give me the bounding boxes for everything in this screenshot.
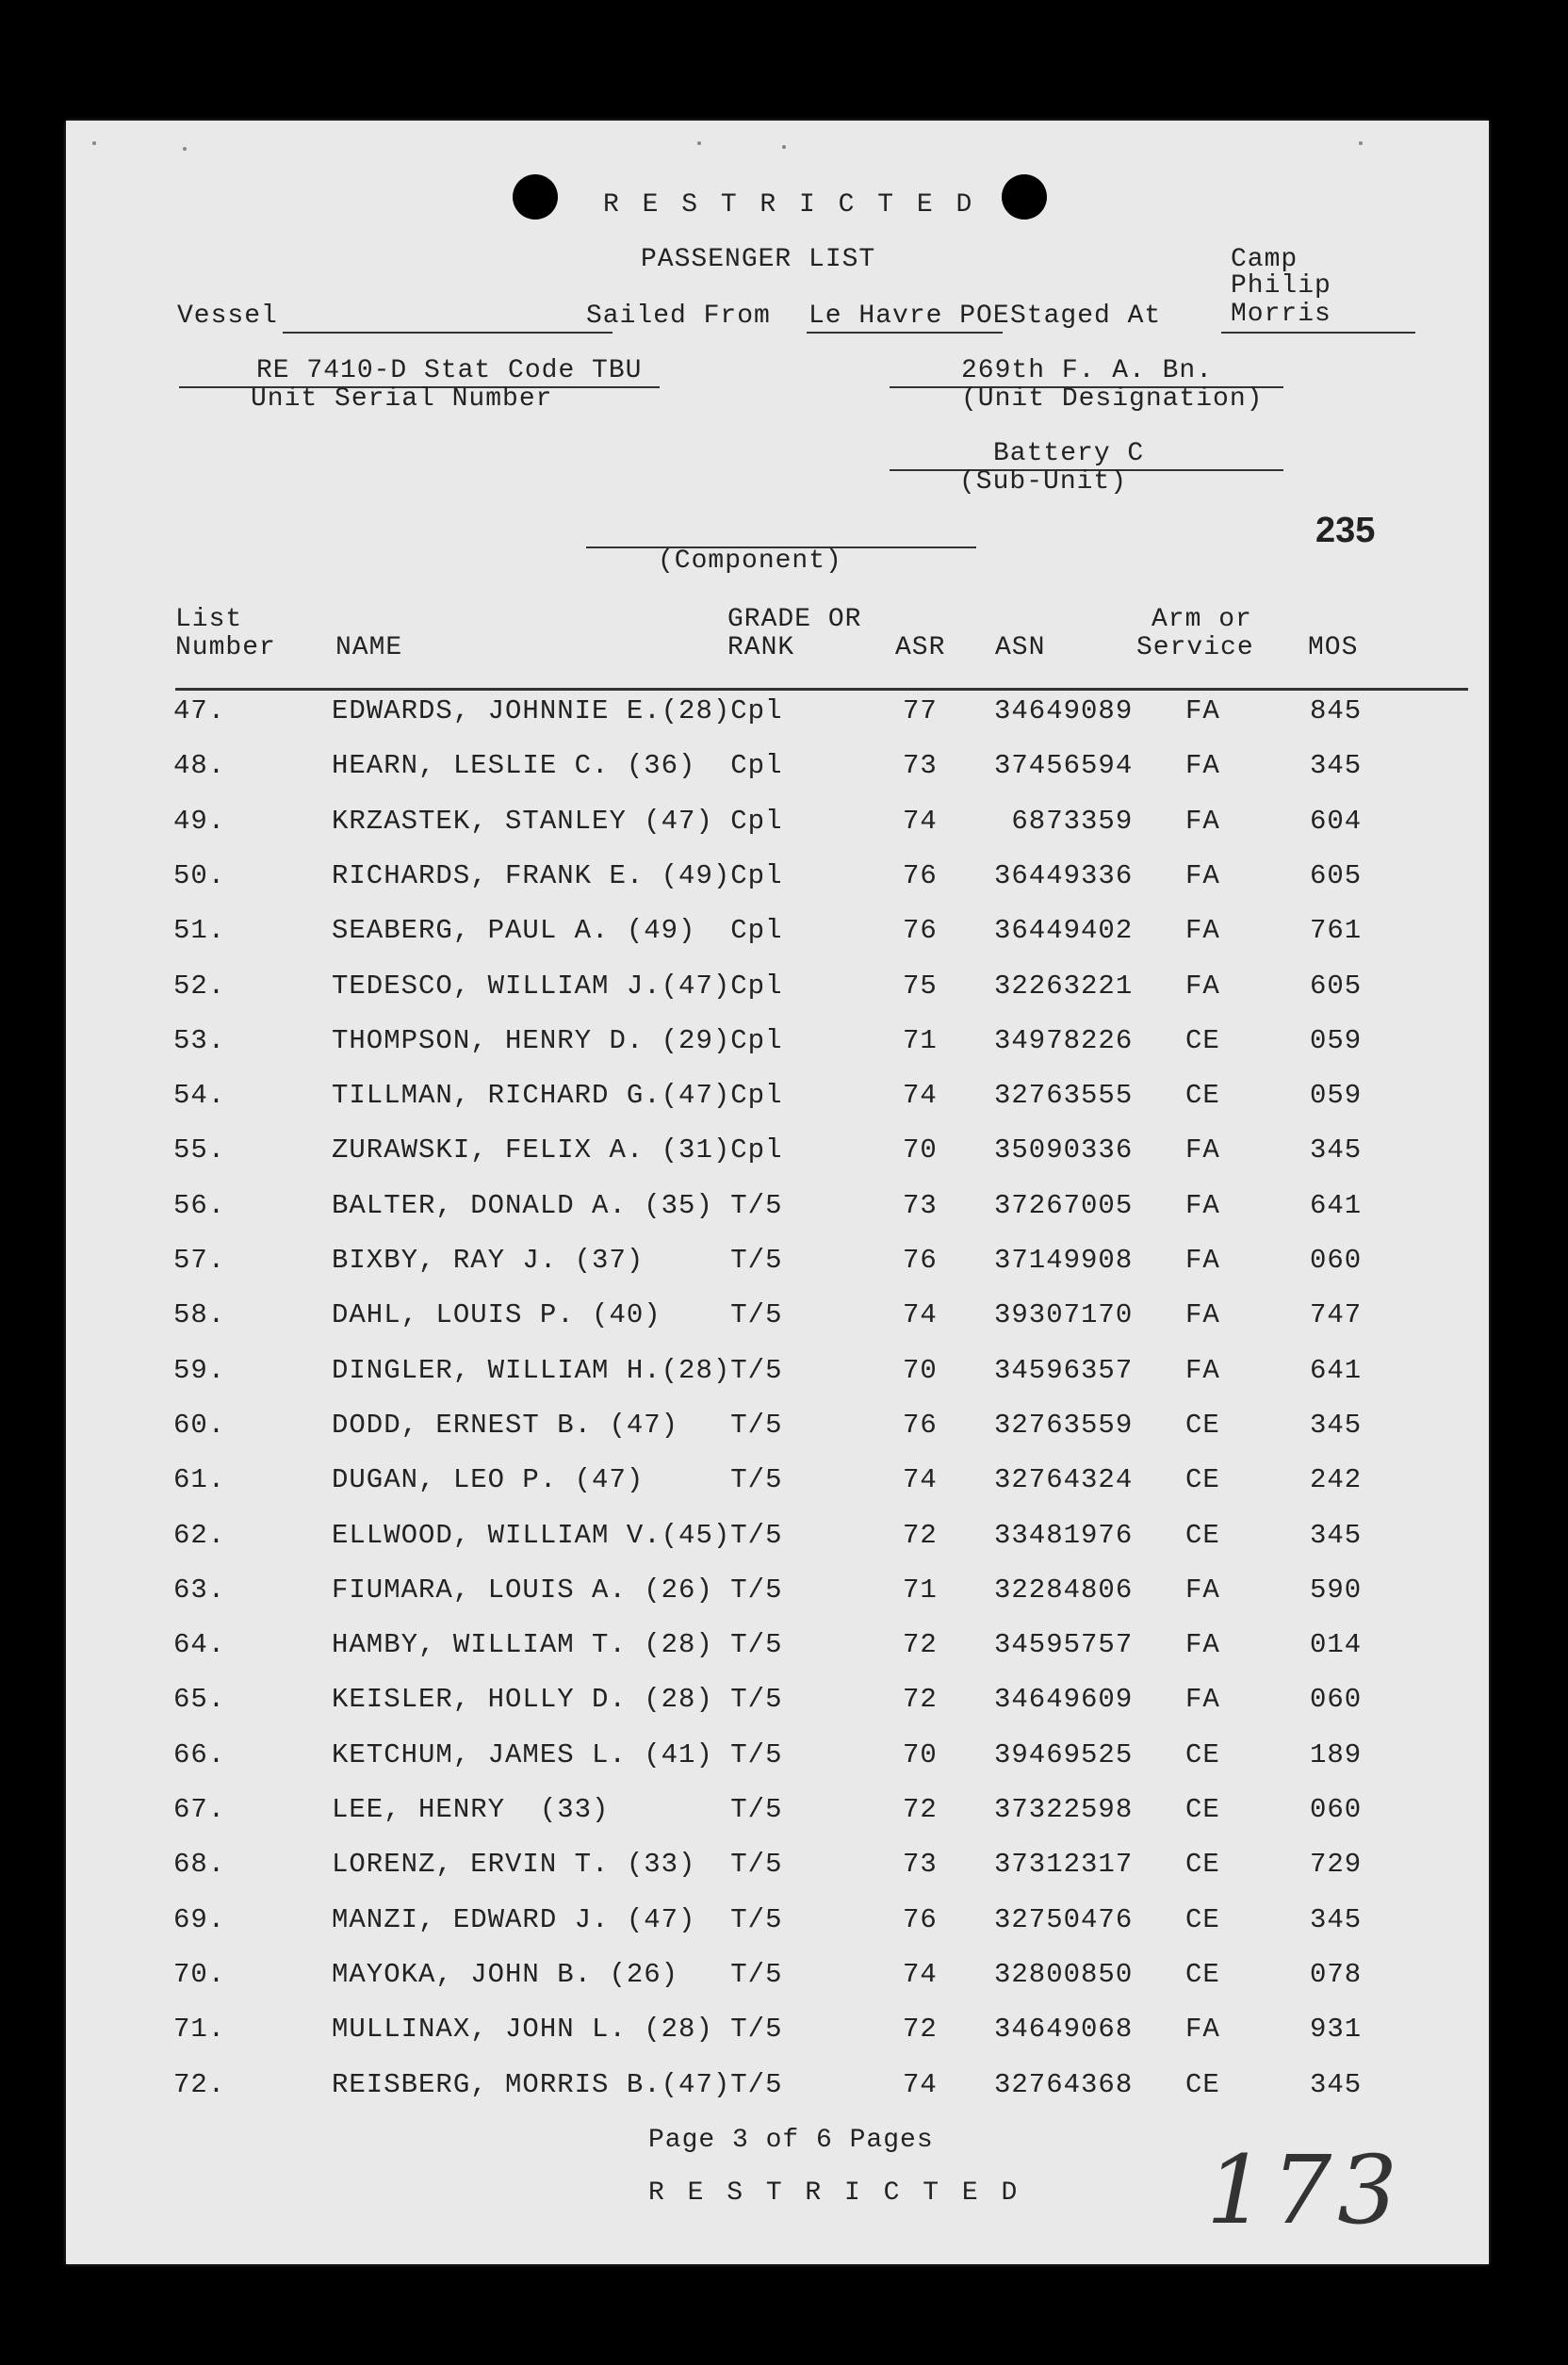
cell-name-grade: MAYOKA, JOHN B. (26) T/5 — [332, 1959, 783, 1990]
cell-asn: 37456594 — [994, 750, 1134, 781]
cell-arm-service: FA — [1185, 1134, 1220, 1166]
cell-arm-service: FA — [1185, 2014, 1220, 2045]
cell-asn: 34649609 — [994, 1684, 1134, 1715]
unit-serial-label: Unit Serial Number — [251, 384, 553, 414]
cell-arm-service: CE — [1185, 1904, 1220, 1935]
cell-name-grade: MANZI, EDWARD J. (47) T/5 — [332, 1904, 783, 1935]
cell-arm-service: CE — [1185, 1739, 1220, 1770]
cell-mos: 078 — [1310, 1959, 1363, 1990]
cell-list-number: 47. — [173, 695, 226, 726]
cell-asn: 37312317 — [994, 1849, 1134, 1880]
cell-arm-service: CE — [1185, 1794, 1220, 1825]
cell-mos: 845 — [1310, 695, 1363, 726]
cell-asn: 32800850 — [994, 1959, 1134, 1990]
col-mos: MOS — [1308, 633, 1359, 662]
table-row — [66, 2014, 1489, 2068]
cell-name-grade: SEABERG, PAUL A. (49) Cpl — [332, 915, 783, 946]
cell-list-number: 66. — [173, 1739, 226, 1770]
cell-asn: 39469525 — [994, 1739, 1134, 1770]
cell-arm-service: FA — [1185, 970, 1220, 1002]
cell-name-grade: HEARN, LESLIE C. (36) Cpl — [332, 750, 783, 781]
cell-asn: 32263221 — [994, 970, 1134, 1002]
cell-asn: 34649089 — [994, 695, 1134, 726]
cell-list-number: 63. — [173, 1574, 226, 1606]
speck — [782, 145, 786, 149]
cell-arm-service: CE — [1185, 1959, 1220, 1990]
cell-list-number: 62. — [173, 1520, 226, 1551]
cell-asn: 34649068 — [994, 2014, 1134, 2045]
staged-at-label: Staged At — [1010, 302, 1162, 331]
cell-mos: 345 — [1310, 750, 1363, 781]
cell-asn: 39307170 — [994, 1299, 1134, 1330]
cell-name-grade: REISBERG, MORRIS B.(47)T/5 — [332, 2069, 783, 2100]
cell-arm-service: FA — [1185, 806, 1220, 837]
cell-asr: 75 — [903, 970, 938, 1002]
unit-designation-label: (Unit Designation) — [961, 384, 1264, 414]
cell-asn: 32750476 — [994, 1904, 1134, 1935]
cell-asn: 32763559 — [994, 1410, 1134, 1441]
table-row — [66, 1629, 1489, 1684]
table-row — [66, 1025, 1489, 1080]
cell-asr: 76 — [903, 915, 938, 946]
cell-asr: 72 — [903, 2014, 938, 2045]
sub-unit-value: Battery C — [993, 439, 1145, 468]
cell-arm-service: FA — [1185, 1190, 1220, 1221]
cell-name-grade: MULLINAX, JOHN L. (28) T/5 — [332, 2014, 783, 2045]
table-row — [66, 1299, 1489, 1354]
cell-asr: 74 — [903, 1959, 938, 1990]
col-arm-2: Service — [1136, 633, 1254, 662]
cell-mos: 605 — [1310, 860, 1363, 891]
cell-asn: 33481976 — [994, 1520, 1134, 1551]
staged-at-value-line-3: Morris — [1231, 300, 1331, 329]
table-row — [66, 1245, 1489, 1299]
cell-arm-service: CE — [1185, 1410, 1220, 1441]
cell-list-number: 64. — [173, 1629, 226, 1660]
speck — [1359, 141, 1363, 145]
component-label: (Component) — [658, 546, 842, 576]
cell-mos: 641 — [1310, 1355, 1363, 1386]
cell-name-grade: KRZASTEK, STANLEY (47) Cpl — [332, 806, 783, 837]
cell-mos: 605 — [1310, 970, 1363, 1002]
cell-mos: 060 — [1310, 1684, 1363, 1715]
cell-list-number: 57. — [173, 1245, 226, 1276]
cell-mos: 729 — [1310, 1849, 1363, 1880]
cell-asr: 74 — [903, 1080, 938, 1111]
vessel-underline — [283, 332, 612, 334]
cell-asr: 72 — [903, 1520, 938, 1551]
cell-name-grade: DUGAN, LEO P. (47) T/5 — [332, 1464, 783, 1495]
cell-asn: 32764324 — [994, 1464, 1134, 1495]
table-row — [66, 695, 1489, 750]
cell-asn: 34595757 — [994, 1629, 1134, 1660]
vessel-label: Vessel — [177, 302, 278, 331]
table-row — [66, 1739, 1489, 1794]
cell-mos: 242 — [1310, 1464, 1363, 1495]
cell-list-number: 56. — [173, 1190, 226, 1221]
staged-at-value-line-2: Philip — [1231, 271, 1331, 301]
cell-asn: 35090336 — [994, 1134, 1134, 1166]
table-row — [66, 1410, 1489, 1464]
cell-asn: 37322598 — [994, 1794, 1134, 1825]
col-name: NAME — [335, 633, 403, 662]
cell-asr: 73 — [903, 750, 938, 781]
sailed-from-value: Le Havre POE — [808, 302, 1010, 331]
cell-asr: 76 — [903, 1410, 938, 1441]
cell-name-grade: KEISLER, HOLLY D. (28) T/5 — [332, 1684, 783, 1715]
cell-arm-service: FA — [1185, 750, 1220, 781]
cell-arm-service: FA — [1185, 1574, 1220, 1606]
cell-asr: 71 — [903, 1025, 938, 1056]
cell-asn: 34978226 — [994, 1025, 1134, 1056]
cell-mos: 641 — [1310, 1190, 1363, 1221]
page-stamp-number: 235 — [1315, 511, 1376, 550]
speck — [183, 147, 187, 151]
restricted-top: R E S T R I C T E D — [603, 190, 976, 220]
cell-name-grade: TEDESCO, WILLIAM J.(47)Cpl — [332, 970, 783, 1002]
punch-hole-left — [513, 174, 558, 220]
cell-asr: 74 — [903, 1464, 938, 1495]
cell-list-number: 55. — [173, 1134, 226, 1166]
cell-asn: 37267005 — [994, 1190, 1134, 1221]
staged-at-underline — [1221, 332, 1415, 334]
page-title: PASSENGER LIST — [641, 245, 876, 274]
cell-mos: 345 — [1310, 2069, 1363, 2100]
cell-arm-service: CE — [1185, 1464, 1220, 1495]
unit-serial-value: RE 7410-D Stat Code TBU — [256, 356, 643, 385]
cell-arm-service: CE — [1185, 2069, 1220, 2100]
staged-at-value-line-1: Camp — [1231, 245, 1298, 274]
table-row — [66, 1464, 1489, 1519]
sailed-from-underline — [807, 332, 1003, 334]
col-asn: ASN — [995, 633, 1046, 662]
cell-list-number: 69. — [173, 1904, 226, 1935]
page-count: Page 3 of 6 Pages — [648, 2126, 934, 2155]
table-row — [66, 1355, 1489, 1410]
cell-list-number: 53. — [173, 1025, 226, 1056]
cell-arm-service: FA — [1185, 860, 1220, 891]
cell-list-number: 50. — [173, 860, 226, 891]
cell-asr: 74 — [903, 2069, 938, 2100]
cell-asr: 74 — [903, 806, 938, 837]
cell-list-number: 65. — [173, 1684, 226, 1715]
cell-mos: 345 — [1310, 1410, 1363, 1441]
cell-asr: 73 — [903, 1190, 938, 1221]
cell-asr: 76 — [903, 1245, 938, 1276]
table-row — [66, 806, 1489, 860]
sub-unit-label: (Sub-Unit) — [959, 467, 1128, 497]
cell-asr: 73 — [903, 1849, 938, 1880]
cell-name-grade: LORENZ, ERVIN T. (33) T/5 — [332, 1849, 783, 1880]
cell-asr: 72 — [903, 1684, 938, 1715]
cell-asr: 76 — [903, 1904, 938, 1935]
table-row — [66, 1904, 1489, 1959]
cell-asn: 32764368 — [994, 2069, 1134, 2100]
cell-mos: 059 — [1310, 1080, 1363, 1111]
cell-arm-service: CE — [1185, 1520, 1220, 1551]
cell-list-number: 59. — [173, 1355, 226, 1386]
punch-hole-right — [1002, 174, 1047, 220]
sailed-from-label: Sailed From — [586, 302, 771, 331]
cell-arm-service: FA — [1185, 1684, 1220, 1715]
table-row — [66, 1134, 1489, 1189]
cell-arm-service: FA — [1185, 915, 1220, 946]
col-grade-2: RANK — [727, 633, 795, 662]
cell-mos: 014 — [1310, 1629, 1363, 1660]
cell-name-grade: DODD, ERNEST B. (47) T/5 — [332, 1410, 783, 1441]
table-row — [66, 2069, 1489, 2124]
restricted-bottom: R E S T R I C T E D — [648, 2178, 1021, 2208]
cell-list-number: 68. — [173, 1849, 226, 1880]
cell-asr: 70 — [903, 1355, 938, 1386]
cell-name-grade: ZURAWSKI, FELIX A. (31)Cpl — [332, 1134, 783, 1166]
cell-mos: 345 — [1310, 1134, 1363, 1166]
cell-name-grade: FIUMARA, LOUIS A. (26) T/5 — [332, 1574, 783, 1606]
cell-list-number: 72. — [173, 2069, 226, 2100]
cell-asr: 72 — [903, 1794, 938, 1825]
cell-name-grade: BALTER, DONALD A. (35) T/5 — [332, 1190, 783, 1221]
cell-name-grade: ELLWOOD, WILLIAM V.(45)T/5 — [332, 1520, 783, 1551]
cell-list-number: 54. — [173, 1080, 226, 1111]
cell-mos: 345 — [1310, 1904, 1363, 1935]
cell-mos: 590 — [1310, 1574, 1363, 1606]
col-list-number-1: List — [175, 605, 243, 634]
cell-mos: 060 — [1310, 1245, 1363, 1276]
cell-mos: 604 — [1310, 806, 1363, 837]
speck — [697, 141, 701, 145]
table-row — [66, 860, 1489, 915]
table-row — [66, 1684, 1489, 1738]
cell-asr: 70 — [903, 1739, 938, 1770]
cell-asn: 6873359 — [994, 806, 1134, 837]
cell-asr: 74 — [903, 1299, 938, 1330]
cell-asn: 36449402 — [994, 915, 1134, 946]
cell-asn: 34596357 — [994, 1355, 1134, 1386]
cell-mos: 747 — [1310, 1299, 1363, 1330]
cell-list-number: 71. — [173, 2014, 226, 2045]
cell-arm-service: FA — [1185, 695, 1220, 726]
cell-asn: 32763555 — [994, 1080, 1134, 1111]
cell-mos: 189 — [1310, 1739, 1363, 1770]
cell-list-number: 58. — [173, 1299, 226, 1330]
cell-list-number: 49. — [173, 806, 226, 837]
cell-name-grade: THOMPSON, HENRY D. (29)Cpl — [332, 1025, 783, 1056]
cell-name-grade: LEE, HENRY (33) T/5 — [332, 1794, 783, 1825]
unit-designation-value: 269th F. A. Bn. — [961, 356, 1214, 385]
table-row — [66, 750, 1489, 805]
cell-arm-service: FA — [1185, 1355, 1220, 1386]
cell-name-grade: TILLMAN, RICHARD G.(47)Cpl — [332, 1080, 783, 1111]
cell-arm-service: FA — [1185, 1299, 1220, 1330]
cell-name-grade: EDWARDS, JOHNNIE E.(28)Cpl — [332, 695, 783, 726]
cell-asr: 77 — [903, 695, 938, 726]
cell-mos: 931 — [1310, 2014, 1363, 2045]
table-row — [66, 915, 1489, 970]
cell-arm-service: CE — [1185, 1849, 1220, 1880]
cell-name-grade: RICHARDS, FRANK E. (49)Cpl — [332, 860, 783, 891]
cell-name-grade: DAHL, LOUIS P. (40) T/5 — [332, 1299, 783, 1330]
cell-asr: 76 — [903, 860, 938, 891]
table-row — [66, 1794, 1489, 1849]
cell-arm-service: FA — [1185, 1629, 1220, 1660]
cell-list-number: 70. — [173, 1959, 226, 1990]
col-grade-1: GRADE OR — [727, 605, 862, 634]
table-row — [66, 1190, 1489, 1245]
col-arm-1: Arm or — [1152, 605, 1252, 634]
table-row — [66, 970, 1489, 1025]
cell-mos: 059 — [1310, 1025, 1363, 1056]
cell-asn: 37149908 — [994, 1245, 1134, 1276]
cell-name-grade: HAMBY, WILLIAM T. (28) T/5 — [332, 1629, 783, 1660]
speck — [92, 141, 96, 145]
table-row — [66, 1959, 1489, 2014]
table-row — [66, 1080, 1489, 1134]
cell-name-grade: DINGLER, WILLIAM H.(28)T/5 — [332, 1355, 783, 1386]
cell-arm-service: CE — [1185, 1080, 1220, 1111]
cell-asr: 70 — [903, 1134, 938, 1166]
cell-list-number: 52. — [173, 970, 226, 1002]
cell-list-number: 61. — [173, 1464, 226, 1495]
cell-asr: 72 — [903, 1629, 938, 1660]
cell-name-grade: BIXBY, RAY J. (37) T/5 — [332, 1245, 783, 1276]
table-row — [66, 1520, 1489, 1574]
col-list-number-2: Number — [175, 633, 276, 662]
cell-mos: 060 — [1310, 1794, 1363, 1825]
document-page — [66, 121, 1489, 2264]
cell-arm-service: FA — [1185, 1245, 1220, 1276]
cell-list-number: 51. — [173, 915, 226, 946]
cell-mos: 345 — [1310, 1520, 1363, 1551]
handwritten-number: 173 — [1206, 2135, 1403, 2245]
table-row — [66, 1574, 1489, 1629]
table-row — [66, 1849, 1489, 1903]
col-asr: ASR — [895, 633, 946, 662]
cell-name-grade: KETCHUM, JAMES L. (41) T/5 — [332, 1739, 783, 1770]
cell-asn: 32284806 — [994, 1574, 1134, 1606]
cell-asn: 36449336 — [994, 860, 1134, 891]
cell-list-number: 60. — [173, 1410, 226, 1441]
cell-arm-service: CE — [1185, 1025, 1220, 1056]
cell-mos: 761 — [1310, 915, 1363, 946]
cell-list-number: 48. — [173, 750, 226, 781]
cell-list-number: 67. — [173, 1794, 226, 1825]
cell-asr: 71 — [903, 1574, 938, 1606]
header-rule — [175, 688, 1468, 691]
